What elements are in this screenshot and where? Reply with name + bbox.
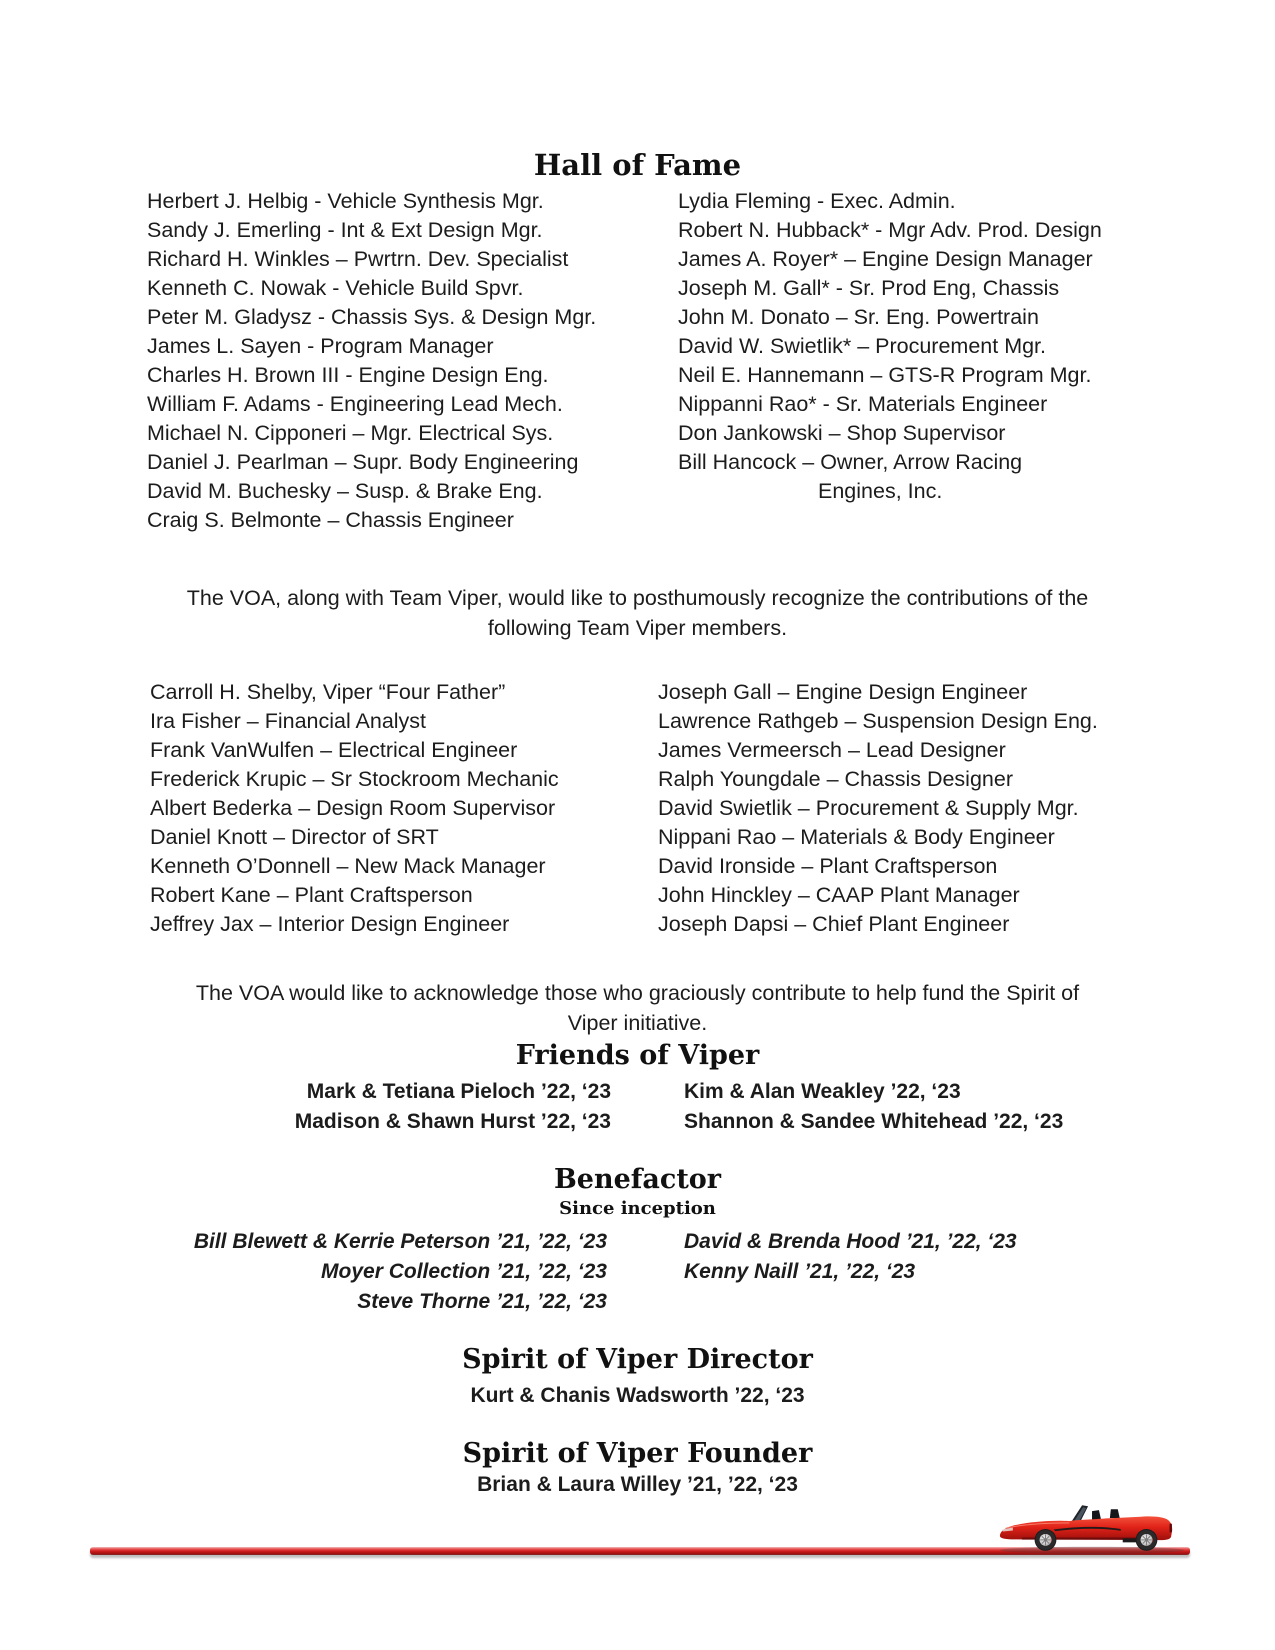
paragraph-line: following Team Viper members.: [487, 616, 788, 640]
list-item: John Hinckley – CAAP Plant Manager: [658, 883, 1020, 907]
list-item: James L. Sayen - Program Manager: [147, 334, 494, 358]
paragraph-line: The VOA, along with Team Viper, would like to posthumously recognize the contributions of the: [186, 586, 1089, 610]
benefactor-name-right: David & Brenda Hood ’21, ’22, ‘23: [684, 1230, 1017, 1253]
list-item-continuation: Engines, Inc.: [818, 479, 943, 503]
list-item: David Ironside – Plant Craftsperson: [658, 854, 998, 878]
list-item: Bill Hancock – Owner, Arrow Racing: [678, 450, 1023, 474]
spirit-director-heading: Spirit of Viper Director: [462, 1344, 813, 1375]
list-item: Craig S. Belmonte – Chassis Engineer: [147, 508, 514, 532]
benefactor-name-left: Steve Thorne ’21, ’22, ‘23: [357, 1290, 607, 1313]
posthumous-paragraph: [0, 583, 1275, 643]
paragraph-line: Viper initiative.: [567, 1011, 708, 1035]
hall-of-fame-left-column: [147, 187, 678, 535]
list-item: William F. Adams - Engineering Lead Mech.: [147, 392, 563, 416]
list-item: Michael N. Cipponeri – Mgr. Electrical Sys.: [147, 421, 554, 445]
viper-car-image: [996, 1500, 1194, 1556]
spirit-founder-heading: Spirit of Viper Founder: [462, 1438, 813, 1469]
list-item: James A. Royer* – Engine Design Manager: [678, 247, 1093, 271]
hall-of-fame-right-column: [678, 187, 1102, 535]
list-item: Neil E. Hannemann – GTS-R Program Mgr.: [678, 363, 1092, 387]
list-item: Sandy J. Emerling - Int & Ext Design Mgr.: [147, 218, 543, 242]
contributors-paragraph: [0, 978, 1275, 1038]
list-item: Robert Kane – Plant Craftsperson: [150, 883, 473, 907]
list-item: Ralph Youngdale – Chassis Designer: [658, 767, 1013, 791]
benefactor-name-right: Kenny Naill ’21, ’22, ‘23: [684, 1260, 916, 1283]
list-item: Charles H. Brown III - Engine Design Eng.: [147, 363, 549, 387]
friends-row: [0, 1077, 1275, 1107]
list-item: Jeffrey Jax – Interior Design Engineer: [150, 912, 510, 936]
list-item: Lydia Fleming - Exec. Admin.: [678, 189, 956, 213]
list-item: Daniel J. Pearlman – Supr. Body Engineering: [147, 450, 579, 474]
hall-of-fame-list: [147, 187, 1102, 535]
list-item: David M. Buchesky – Susp. & Brake Eng.: [147, 479, 543, 503]
list-item: Carroll H. Shelby, Viper “Four Father”: [150, 680, 506, 704]
friends-row: [0, 1107, 1275, 1137]
list-item: Frank VanWulfen – Electrical Engineer: [150, 738, 518, 762]
posthumous-left-column: [150, 678, 658, 939]
friends-of-viper-list: [0, 1077, 1275, 1137]
benefactor-name-left: Bill Blewett & Kerrie Peterson ’21, ’22, ‘23: [193, 1230, 607, 1253]
page-title: Hall of Fame: [533, 148, 742, 182]
list-item: David Swietlik – Procurement & Supply Mgr.: [658, 796, 1079, 820]
friends-of-viper-heading: Friends of Viper: [515, 1040, 760, 1071]
list-item: Albert Bederka – Design Room Supervisor: [150, 796, 556, 820]
list-item: Nippanni Rao* - Sr. Materials Engineer: [678, 392, 1048, 416]
friends-name-right: Kim & Alan Weakley ’22, ‘23: [684, 1080, 961, 1103]
list-item: Nippani Rao – Materials & Body Engineer: [658, 825, 1055, 849]
list-item: John M. Donato – Sr. Eng. Powertrain: [678, 305, 1039, 329]
list-item: Kenneth C. Nowak - Vehicle Build Spvr.: [147, 276, 524, 300]
list-item: Herbert J. Helbig - Vehicle Synthesis Mgr.: [147, 189, 544, 213]
list-item: Joseph Dapsi – Chief Plant Engineer: [658, 912, 1010, 936]
friends-name-right: Shannon & Sandee Whitehead ’22, ‘23: [684, 1110, 1064, 1133]
list-item: Don Jankowski – Shop Supervisor: [678, 421, 1006, 445]
benefactor-row: [0, 1287, 1275, 1317]
paragraph-line: The VOA would like to acknowledge those who graciously contribute to help fund the Spirit of: [195, 981, 1080, 1005]
spirit-director-name: Kurt & Chanis Wadsworth ’22, ‘23: [470, 1384, 805, 1407]
list-item: Ira Fisher – Financial Analyst: [150, 709, 427, 733]
posthumous-members-list: [150, 678, 1098, 939]
list-item: David W. Swietlik* – Procurement Mgr.: [678, 334, 1047, 358]
list-item: Kenneth O’Donnell – New Mack Manager: [150, 854, 546, 878]
spirit-founder-name: Brian & Laura Willey ’21, ’22, ‘23: [477, 1473, 798, 1496]
benefactor-list: [0, 1227, 1275, 1317]
list-item: Frederick Krupic – Sr Stockroom Mechanic: [150, 767, 559, 791]
list-item: Joseph Gall – Engine Design Engineer: [658, 680, 1028, 704]
posthumous-right-column: [658, 678, 1098, 939]
benefactor-row: [0, 1227, 1275, 1257]
friends-name-left: Madison & Shawn Hurst ’22, ‘23: [294, 1110, 611, 1133]
friends-name-left: Mark & Tetiana Pieloch ’22, ‘23: [306, 1080, 611, 1103]
list-item: Joseph M. Gall* - Sr. Prod Eng, Chassis: [678, 276, 1060, 300]
benefactor-heading: Benefactor: [553, 1164, 722, 1195]
list-item: James Vermeersch – Lead Designer: [658, 738, 1006, 762]
list-item: Richard H. Winkles – Pwrtrn. Dev. Specialist: [147, 247, 569, 271]
benefactor-subheading: Since inception: [559, 1198, 716, 1219]
list-item: Daniel Knott – Director of SRT: [150, 825, 439, 849]
list-item: Lawrence Rathgeb – Suspension Design Eng.: [658, 709, 1098, 733]
benefactor-row: [0, 1257, 1275, 1287]
list-item: Robert N. Hubback* - Mgr Adv. Prod. Design: [678, 218, 1102, 242]
list-item: Peter M. Gladysz - Chassis Sys. & Design Mgr.: [147, 305, 597, 329]
benefactor-name-left: Moyer Collection ’21, ’22, ‘23: [321, 1260, 607, 1283]
